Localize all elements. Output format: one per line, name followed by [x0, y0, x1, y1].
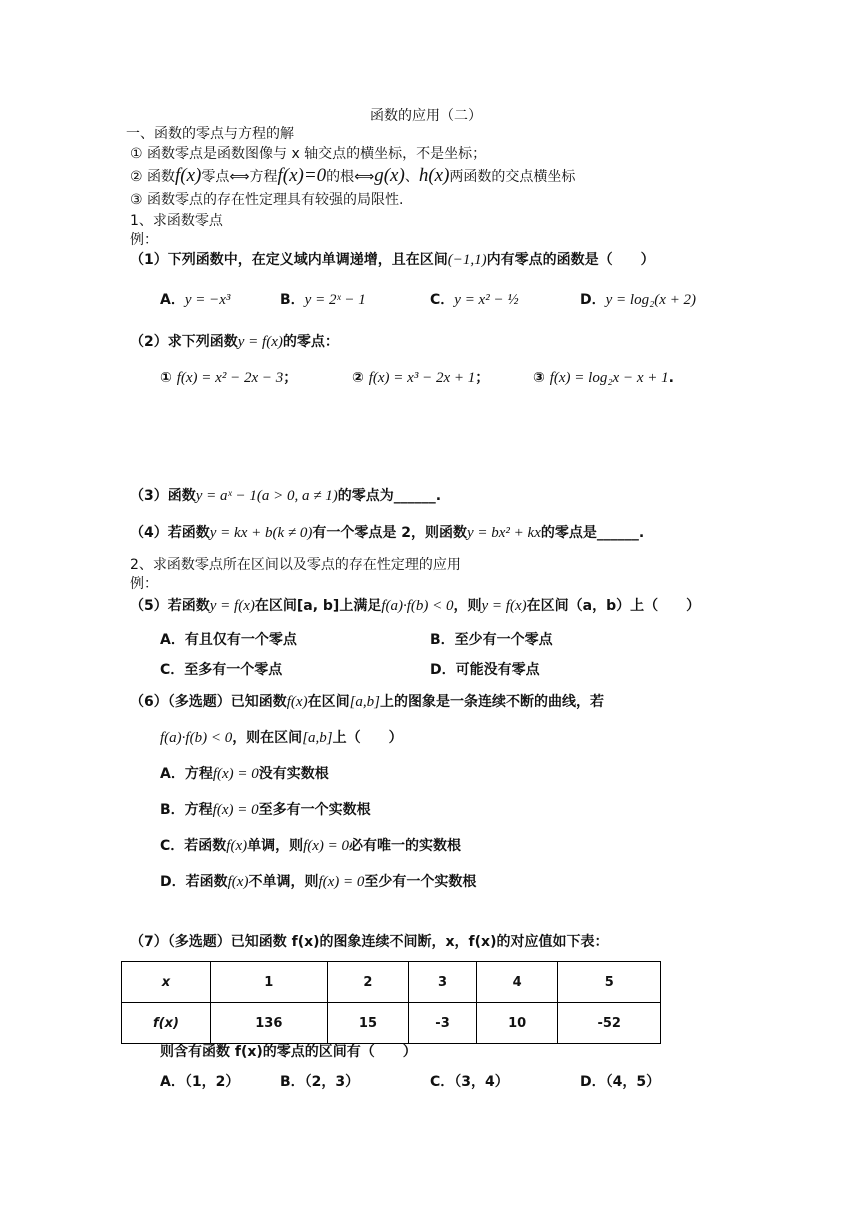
- table-cell: 136: [211, 1003, 328, 1044]
- q6-line2-math-2: [a,b]: [302, 730, 333, 746]
- question-7-stem: （7）（多选题）已知函数 f(x)的图象连续不间断，x，f(x)的对应值如下表：: [130, 934, 609, 950]
- note-2-math-eq: f(x)=0: [277, 165, 327, 186]
- q1-option-c-math: y = x² − ½: [454, 292, 519, 308]
- q6-option-a: A．方程f(x) = 0没有实数根: [160, 766, 329, 782]
- q6-line2-math-1: f(a)·f(b) < 0: [160, 730, 233, 746]
- q1-stem-math: (−1,1): [447, 252, 487, 268]
- q7-option-a: A．（1，2）: [160, 1074, 240, 1090]
- example-label-1: 例：: [130, 232, 158, 248]
- q4-stem-math-1: y = kx + b(k ≠ 0): [209, 525, 313, 541]
- table-cell: 10: [476, 1003, 558, 1044]
- table-cell: 4: [476, 962, 558, 1003]
- q5-stem-math-3: y = f(x): [481, 598, 527, 614]
- note-2-text-d: 、: [404, 169, 419, 185]
- q2-stem-math: y = f(x): [237, 334, 283, 350]
- q7-option-c: C．（3，4）: [430, 1074, 509, 1090]
- table-cell: 1: [211, 962, 328, 1003]
- note-2-text-e: 两函数的交点横坐标: [449, 169, 576, 185]
- note-2-text-a: ② 函数: [130, 169, 176, 185]
- table-cell: 15: [327, 1003, 409, 1044]
- q2-item-2-math: f(x) = x³ − 2x + 1: [368, 370, 476, 386]
- note-2-math-hx: h(x): [418, 165, 450, 186]
- subsection-2: 2、求函数零点所在区间以及零点的存在性定理的应用: [130, 557, 461, 573]
- question-6-stem: （6）（多选题）已知函数f(x)在区间[a,b]上的图象是一条连续不断的曲线，若: [130, 694, 605, 710]
- q2-item-3-math: f(x) = log₂x − x + 1: [549, 370, 669, 386]
- q5-option-c: C．至多有一个零点: [160, 662, 283, 678]
- note-2: [130, 166, 575, 187]
- q6-option-b: B．方程f(x) = 0至多有一个实数根: [160, 802, 371, 818]
- q6-stem-math-2: [a,b]: [349, 694, 381, 710]
- q5-option-d: D．可能没有零点: [430, 662, 540, 678]
- table-row: [122, 1003, 661, 1044]
- q1-option-a: A．y = −x³: [160, 292, 231, 308]
- subsection-1: 1、求函数零点: [130, 213, 223, 229]
- table-cell: 3: [409, 962, 477, 1003]
- page-title: 函数的应用（二）: [370, 108, 482, 124]
- q2-item-2: ② f(x) = x³ − 2x + 1；: [352, 370, 490, 386]
- table-cell: 5: [558, 962, 661, 1003]
- question-6-stem-line2: f(a)·f(b) < 0，则在区间[a,b]上（ ）: [160, 730, 403, 746]
- note-3: ③ 函数零点的存在性定理具有较强的局限性.: [130, 192, 404, 208]
- q1-option-d: D．y = log₂(x + 2): [580, 292, 697, 308]
- q5-option-a: A．有且仅有一个零点: [160, 632, 297, 648]
- q6-option-c: C．若函数f(x)单调，则f(x) = 0必有唯一的实数根: [160, 838, 462, 854]
- note-2-text-c: 的根⟺: [326, 169, 375, 185]
- q7-option-b: B．（2，3）: [280, 1074, 360, 1090]
- table-cell: -3: [409, 1003, 477, 1044]
- q2-item-3: ③ f(x) = log₂x − x + 1.: [533, 370, 674, 386]
- note-2-math-gx: g(x): [374, 165, 405, 186]
- q1-option-c: C．y = x² − ½: [430, 292, 519, 308]
- question-1-stem: [130, 250, 655, 270]
- q2-item-1: ① f(x) = x² − 2x − 3；: [160, 370, 298, 386]
- q6-stem-math-1: f(x): [286, 694, 308, 710]
- q6-option-d: D．若函数f(x)不单调，则f(x) = 0至少有一个实数根: [160, 874, 477, 890]
- value-table: [121, 961, 661, 1044]
- q1-option-a-math: y = −x³: [184, 292, 231, 308]
- note-1: ① 函数零点是函数图像与 x 轴交点的横坐标，不是坐标；: [130, 146, 487, 162]
- question-3-stem: （3）函数y = aˣ − 1(a > 0, a ≠ 1)的零点为______.: [130, 488, 442, 504]
- q1-option-b-math: y = 2ˣ − 1: [304, 292, 366, 308]
- q1-stem-a: （1）下列函数中，在定义域内单调递增，且在区间: [130, 252, 448, 268]
- table-cell-x-label: x: [122, 962, 211, 1003]
- q1-stem-b: 内有零点的函数是（ ）: [486, 252, 655, 268]
- q2-item-1-math: f(x) = x² − 2x − 3: [176, 370, 284, 386]
- question-5-stem: （5）若函数y = f(x)在区间[a, b]上满足f(a)·f(b) < 0，则y = f(x)在区间（a，b）上（ ）: [130, 598, 701, 614]
- question-2-stem: （2）求下列函数y = f(x)的零点：: [130, 334, 339, 350]
- example-label-2: 例：: [130, 576, 158, 592]
- table-cell: -52: [558, 1003, 661, 1044]
- table-cell-fx-label: f(x): [122, 1003, 211, 1044]
- table-cell: 2: [327, 962, 409, 1003]
- note-2-text-b: 零点⟺方程: [201, 169, 278, 185]
- q7-option-d: D．（4，5）: [580, 1074, 661, 1090]
- section1-heading: 一、函数的零点与方程的解: [126, 126, 294, 142]
- q5-stem-math-2: f(a)·f(b) < 0: [381, 598, 454, 614]
- question-4-stem: （4）若函数y = kx + b(k ≠ 0)有一个零点是 2，则函数y = bx² + kx的零点是______.: [130, 525, 645, 541]
- q1-option-d-math: y = log₂(x + 2): [605, 292, 697, 308]
- q5-stem-math-1: y = f(x): [209, 598, 255, 614]
- q4-stem-math-2: y = bx² + kx: [466, 525, 541, 541]
- question-7-prompt: 则含有函数 f(x)的零点的区间有（ ）: [160, 1044, 417, 1060]
- q3-stem-math: y = aˣ − 1(a > 0, a ≠ 1): [195, 488, 338, 504]
- note-2-math-fx: f(x): [175, 165, 202, 186]
- table-row: [122, 962, 661, 1003]
- q1-option-b: B．y = 2ˣ − 1: [280, 292, 366, 308]
- q5-option-b: B．至少有一个零点: [430, 632, 553, 648]
